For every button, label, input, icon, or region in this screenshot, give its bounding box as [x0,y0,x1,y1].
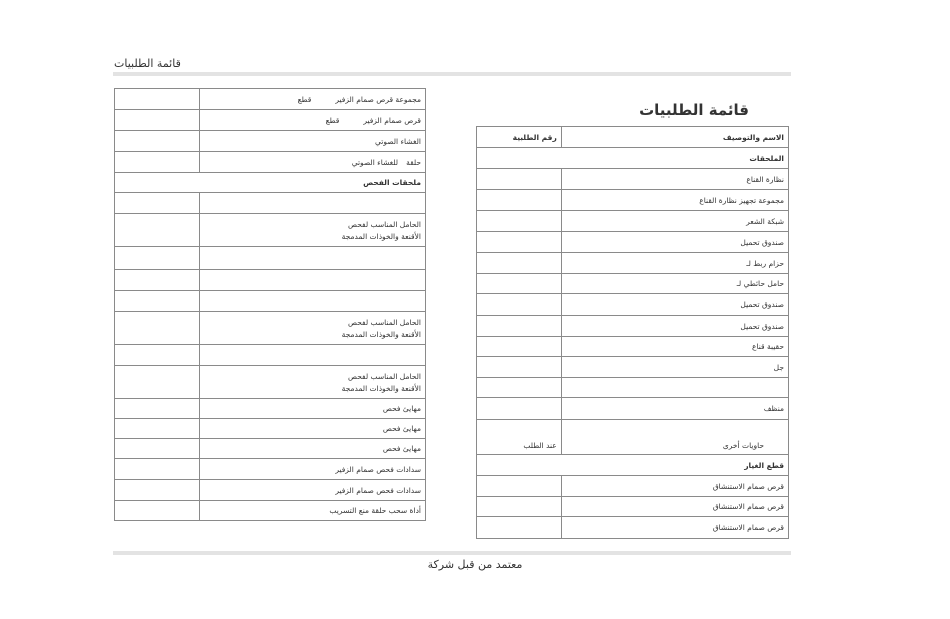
table-row [115,291,426,312]
table-row [477,316,789,337]
order-number-cell [477,190,562,211]
table-row [477,517,789,539]
left-order-table [114,88,426,521]
table-row [115,247,426,270]
table-row [115,193,426,214]
order-number-cell [115,152,200,173]
order-number-cell [477,211,562,232]
order-number-cell [115,366,200,399]
footer-approval-text: معتمد من قبل شركة [427,558,523,571]
table-row [477,420,789,455]
table-row [115,270,426,291]
item-name-cell: أداة سحب حلقة منع التسريب [199,501,425,521]
item-name-cell: قرص صمام الاستنشاق [561,476,788,497]
table-row [477,357,789,378]
footer-rule [113,551,791,555]
item-name-cell: مجموعة قرص صمام الزفيرقطع [199,89,425,110]
order-number-cell [115,89,200,110]
section-row-testing [115,173,426,193]
page-header-title: قائمة الطلبيات [114,57,181,70]
order-number-cell [477,337,562,357]
item-name-cell: مهايئ فحص [199,399,425,419]
table-header-row [477,127,789,148]
order-number-cell [477,378,562,398]
item-name-cell: الغشاء الصوتي [199,131,425,152]
order-number-cell [115,193,200,214]
order-number-cell [477,253,562,274]
table-row [477,190,789,211]
item-name-cell: الحامل المناسب لفحص الأقنعة والخوذات المدمجة [199,214,425,247]
order-number-cell [115,459,200,480]
item-name-cell: مهايئ فحص [199,439,425,459]
order-number-cell [477,517,562,539]
item-name-cell: منظف [561,398,788,420]
column-header-name: الاسم والتوصيف [561,127,788,148]
item-name-cell: مجموعة تجهيز نظارة القناع [561,190,788,211]
item-name-cell: شبكة الشعر [561,211,788,232]
item-name-cell [199,345,425,366]
item-name-cell: حقيبة قناع [561,337,788,357]
order-number-cell [115,501,200,521]
table-row [477,337,789,357]
table-row [115,152,426,173]
table-row [115,110,426,131]
table-row [477,232,789,253]
item-name-cell: قرص صمام الزفيرقطع [199,110,425,131]
table-row [115,89,426,110]
order-number-cell [477,169,562,190]
order-number-cell [115,345,200,366]
item-name-cell: قرص صمام الاستنشاق [561,497,788,517]
section-heading-testing: ملحقات الفحص [115,173,426,193]
order-number-cell [115,419,200,439]
table-row [115,366,426,399]
table-row [477,169,789,190]
table-row [477,497,789,517]
item-name-cell: الحامل المناسب لفحص الأقنعة والخوذات المدمجة [199,366,425,399]
table-row [115,399,426,419]
table-row [477,378,789,398]
table-row [477,398,789,420]
item-name-cell: مهايئ فحص [199,419,425,439]
table-row [477,476,789,497]
order-number-cell [477,357,562,378]
item-name-cell [199,291,425,312]
item-name-cell [561,378,788,398]
item-name-cell [199,193,425,214]
section-heading-spare-parts: قطع الغيار [477,455,789,476]
table-row [115,480,426,501]
order-number-cell [115,399,200,419]
item-name-cell [199,270,425,291]
order-number-cell [115,439,200,459]
table-row [115,419,426,439]
order-number-cell [477,497,562,517]
table-row [477,253,789,274]
item-name-cell: صندوق تحميل [561,232,788,253]
item-name-cell: حزام ربط لـ [561,253,788,274]
item-name-cell [199,247,425,270]
order-number-cell [115,270,200,291]
item-name-cell: صندوق تحميل [561,294,788,316]
item-name-cell: قرص صمام الاستنشاق [561,517,788,539]
item-name-cell: سدادات فحص صمام الزفير [199,459,425,480]
header-rule [113,72,791,76]
order-number-cell [477,232,562,253]
table-row [115,312,426,345]
item-name-cell: حامل حائطي لـ [561,274,788,294]
table-row [115,214,426,247]
order-number-cell [477,316,562,337]
order-number-cell [477,274,562,294]
order-number-cell: عند الطلب [477,420,562,455]
order-number-cell [477,294,562,316]
item-name-cell: نظارة القناع [561,169,788,190]
section-heading-accessories: الملحقات [477,148,789,169]
order-number-cell [477,476,562,497]
table-row [115,501,426,521]
order-number-cell [115,131,200,152]
order-number-cell [477,398,562,420]
order-list-title: قائمة الطلبيات [639,101,749,119]
section-row-spare-parts [477,455,789,476]
table-row [115,439,426,459]
column-header-number: رقم الطلبية [477,127,562,148]
table-row [115,459,426,480]
item-name-cell: الحامل المناسب لفحص الأقنعة والخوذات المدمجة [199,312,425,345]
table-row [115,131,426,152]
order-number-cell [115,480,200,501]
item-name-cell: صندوق تحميل [561,316,788,337]
table-row [477,294,789,316]
table-row [477,211,789,232]
section-row-accessories [477,148,789,169]
item-name-cell: سدادات فحص صمام الزفير [199,480,425,501]
item-name-cell: حاويات أخرى [561,420,788,455]
order-number-cell [115,247,200,270]
item-name-cell: حلقةللغشاء الصوتي [199,152,425,173]
order-number-cell [115,110,200,131]
order-number-cell [115,291,200,312]
item-name-cell: جل [561,357,788,378]
right-order-table [476,126,789,539]
table-row [115,345,426,366]
order-number-cell [115,312,200,345]
table-row [477,274,789,294]
order-number-cell [115,214,200,247]
